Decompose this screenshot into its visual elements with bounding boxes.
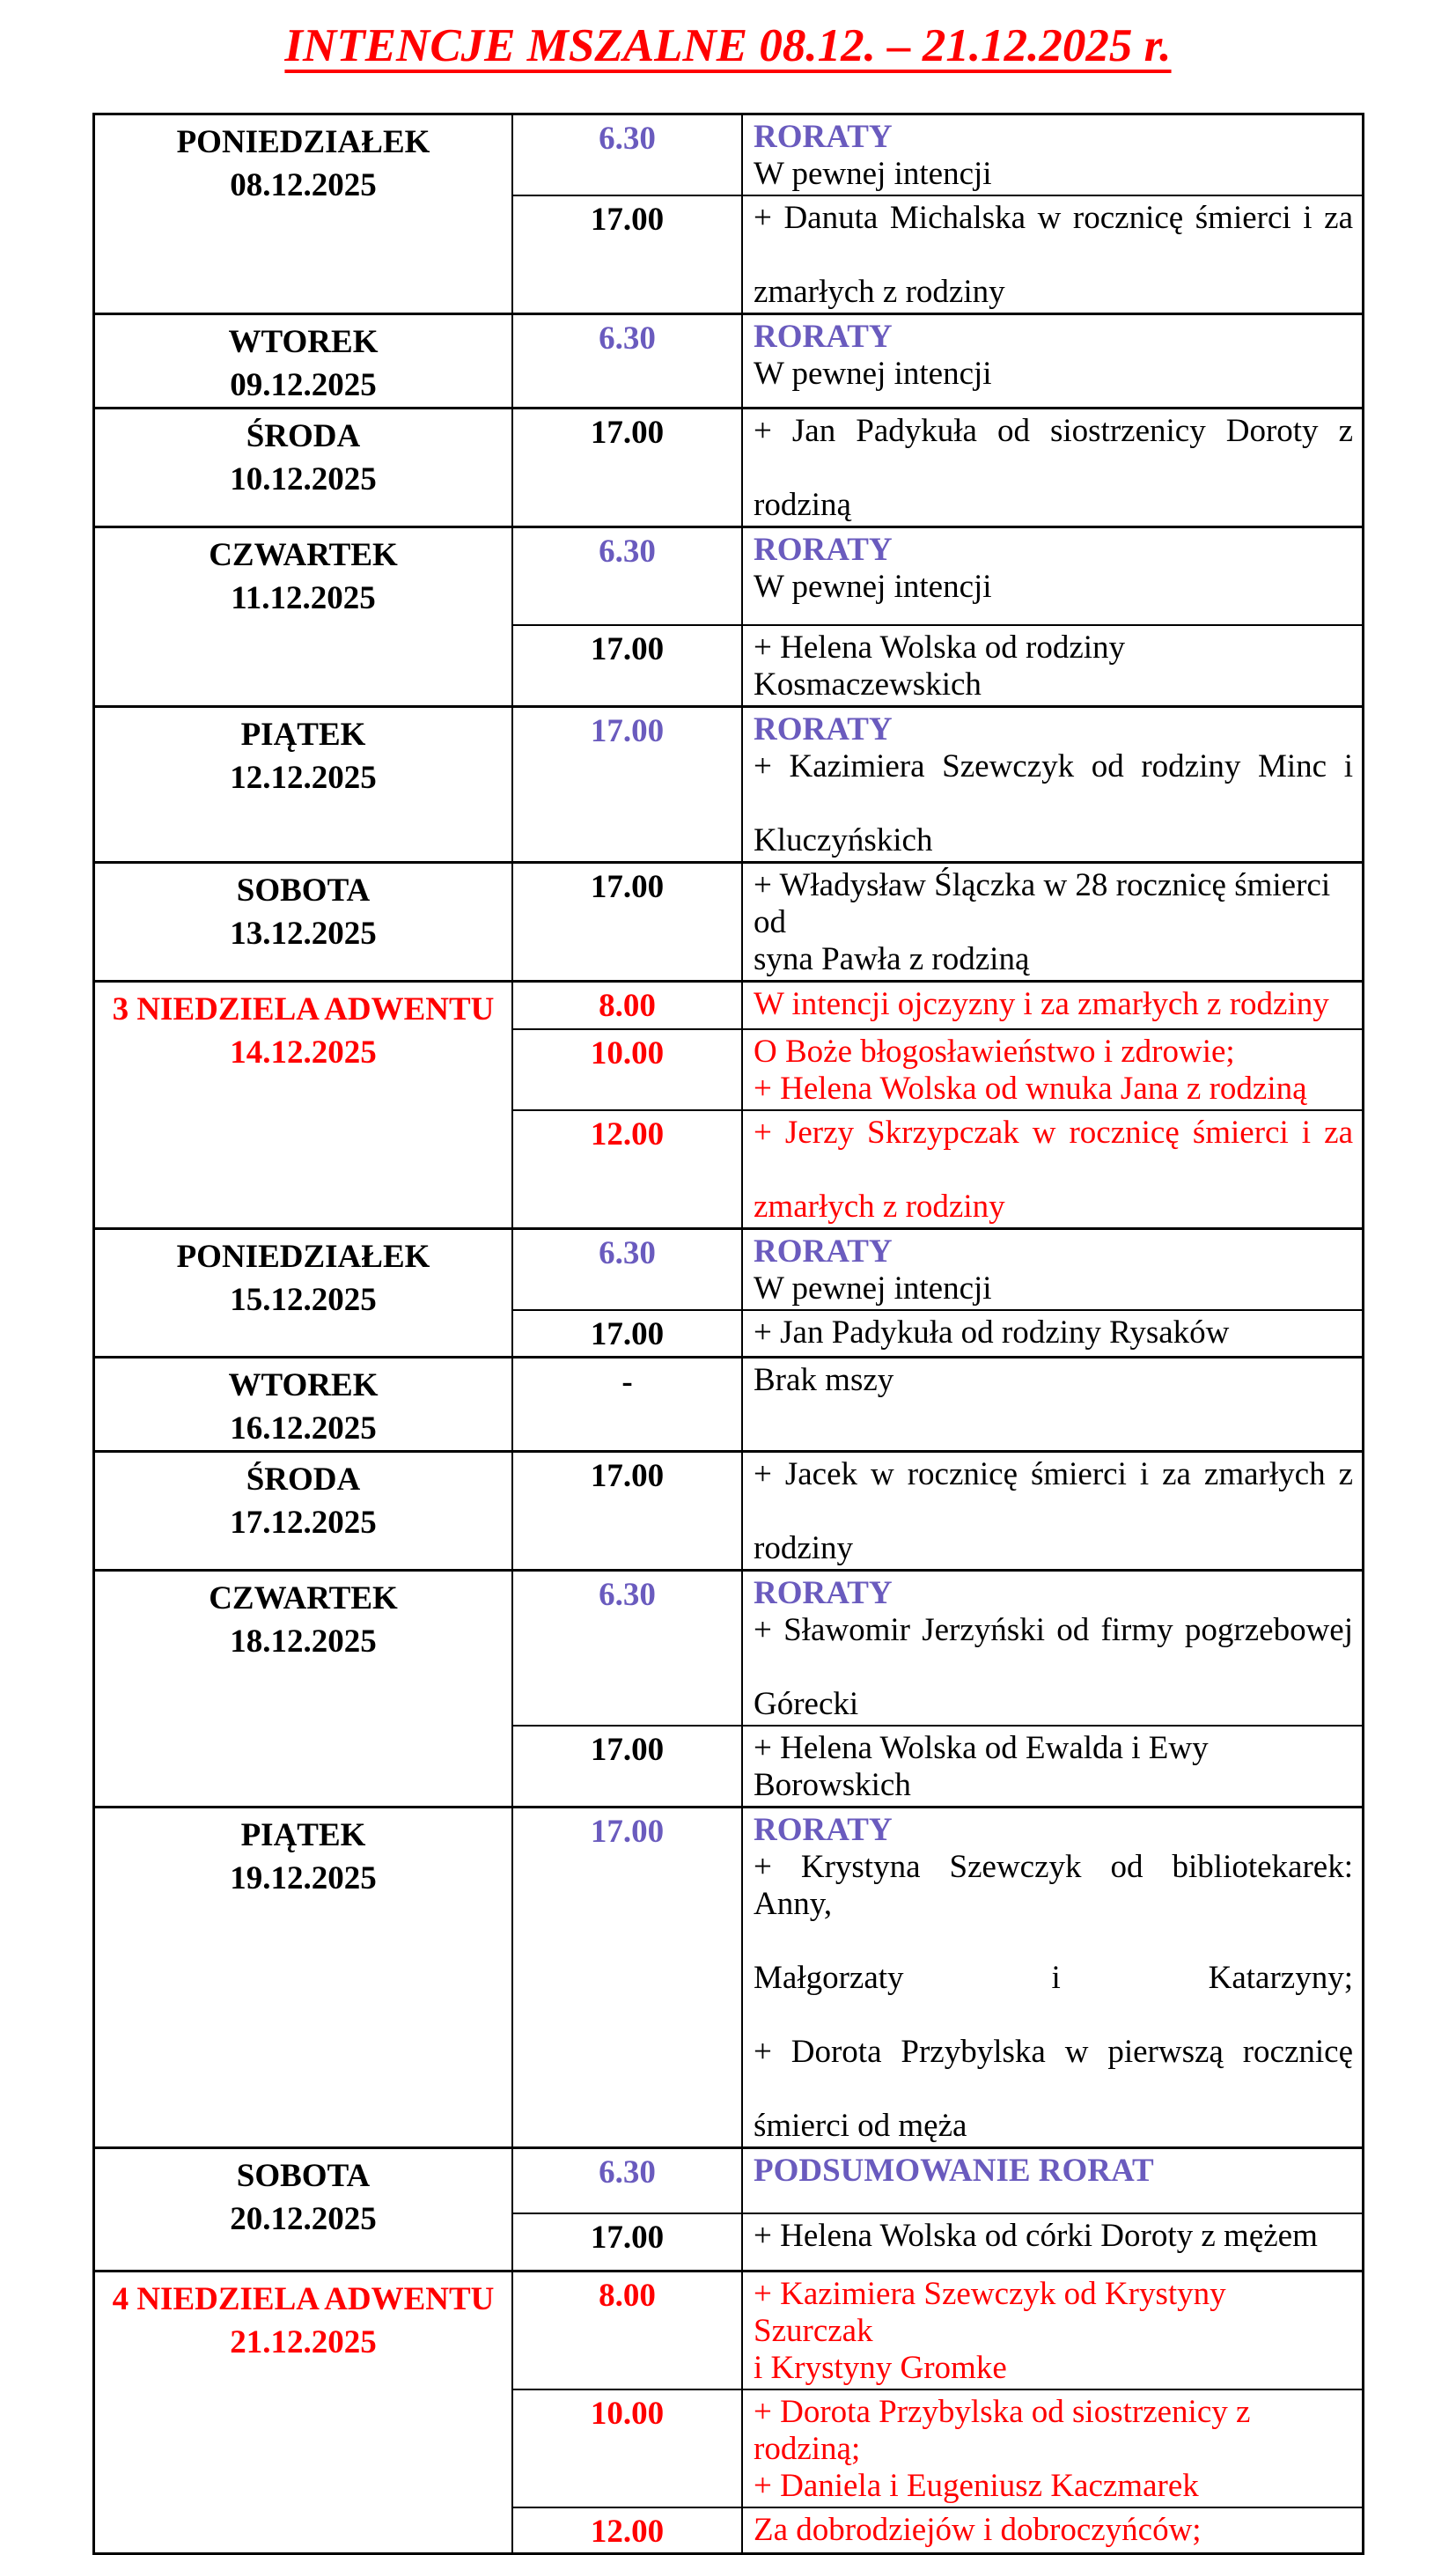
time-cell: 17.00 bbox=[512, 2213, 742, 2271]
intention-line: rodziny bbox=[754, 1529, 854, 1566]
day-line: 17.12.2025 bbox=[230, 1504, 377, 1541]
day-cell bbox=[94, 1357, 513, 1451]
time-cell: 10.00 bbox=[512, 2389, 742, 2507]
day-line: ŚRODA bbox=[246, 1461, 361, 1498]
day-line: PIĄTEK bbox=[240, 716, 366, 753]
day-line: 11.12.2025 bbox=[231, 580, 376, 616]
time-cell: 17.00 bbox=[512, 1451, 742, 1570]
time-cell: 17.00 bbox=[512, 1726, 742, 1808]
day-row bbox=[94, 1570, 1364, 1726]
day-cell bbox=[94, 862, 513, 981]
time-cell: 8.00 bbox=[512, 981, 742, 1029]
day-cell bbox=[94, 1570, 513, 1807]
time-cell: 10.00 bbox=[512, 1029, 742, 1110]
day-cell bbox=[94, 114, 513, 314]
time-cell: 17.00 bbox=[512, 1807, 742, 2147]
day-cell bbox=[94, 409, 513, 527]
day-cell bbox=[94, 527, 513, 707]
intention-cell bbox=[742, 862, 1364, 981]
time-cell: 8.00 bbox=[512, 2271, 742, 2389]
day-line: 14.12.2025 bbox=[230, 1034, 377, 1071]
day-cell bbox=[94, 1229, 513, 1358]
time-cell: 17.00 bbox=[512, 195, 742, 314]
intention-line: + Kazimiera Szewczyk od Krystyny Szurczak bbox=[754, 2275, 1226, 2349]
time-cell: 6.30 bbox=[512, 527, 742, 625]
intention-line: + Danuta Michalska w rocznicę śmierci i za bbox=[754, 200, 1353, 236]
intention-line: rodziną bbox=[754, 487, 851, 523]
day-cell bbox=[94, 1451, 513, 1570]
intention-cell bbox=[742, 1357, 1364, 1451]
intention-cell bbox=[742, 706, 1364, 862]
intention-line: + Helena Wolska od wnuka Jana z rodziną bbox=[754, 1071, 1307, 1107]
intention-line: RORATY bbox=[754, 319, 893, 355]
day-row bbox=[94, 706, 1364, 862]
intention-line: + Dorota Przybylska od siostrzenicy z rodziną; bbox=[754, 2393, 1251, 2467]
time-cell: 6.30 bbox=[512, 114, 742, 196]
intention-line: + Dorota Przybylska w pierwszą rocznicę bbox=[754, 2033, 1353, 2070]
day-cell bbox=[94, 2271, 513, 2554]
day-line: WTOREK bbox=[228, 1366, 379, 1403]
time-cell: 17.00 bbox=[512, 625, 742, 707]
day-line: SOBOTA bbox=[236, 2157, 371, 2194]
intention-line: + Sławomir Jerzyński od firmy pogrzebowej bbox=[754, 1611, 1353, 1648]
time-cell: 6.30 bbox=[512, 314, 742, 409]
intention-line: + Helena Wolska od córki Doroty z mężem bbox=[754, 2218, 1318, 2254]
day-line: 16.12.2025 bbox=[230, 1410, 377, 1447]
intention-cell bbox=[742, 114, 1364, 196]
intention-line: W pewnej intencji bbox=[754, 156, 992, 192]
intention-line: + Helena Wolska od rodziny Kosmaczewskich bbox=[754, 629, 1126, 703]
day-row bbox=[94, 1807, 1364, 2147]
intention-cell bbox=[742, 409, 1364, 527]
intention-line: W pewnej intencji bbox=[754, 356, 992, 392]
day-line: CZWARTEK bbox=[209, 1579, 398, 1616]
time-cell: 17.00 bbox=[512, 1310, 742, 1357]
day-line: 12.12.2025 bbox=[230, 759, 377, 796]
day-row bbox=[94, 2271, 1364, 2389]
mass-intentions-table bbox=[92, 113, 1364, 2555]
intention-line: RORATY bbox=[754, 1574, 893, 1611]
intention-cell bbox=[742, 1807, 1364, 2147]
intention-line: Małgorzaty i Katarzyny; bbox=[754, 1959, 1353, 1996]
day-row bbox=[94, 1229, 1364, 1311]
intention-line: zmarłych z rodziny bbox=[754, 274, 1005, 310]
intention-line: Górecki bbox=[754, 1685, 859, 1722]
time-cell: 12.00 bbox=[512, 2507, 742, 2554]
intention-line: Za dobrodziejów i dobroczyńców; bbox=[754, 2511, 1202, 2548]
day-line: 09.12.2025 bbox=[230, 367, 377, 403]
intention-line: syna Pawła z rodziną bbox=[754, 940, 1030, 977]
day-line: PONIEDZIAŁEK bbox=[176, 1239, 430, 1275]
day-line: 10.12.2025 bbox=[230, 461, 377, 497]
intention-line: + Helena Wolska od Ewalda i Ewy Borowskich bbox=[754, 1729, 1209, 1803]
intention-cell bbox=[742, 625, 1364, 707]
day-line: 18.12.2025 bbox=[230, 1623, 377, 1660]
intention-line: + Jan Padykuła od siostrzenicy Doroty z bbox=[754, 413, 1353, 449]
intention-cell bbox=[742, 2147, 1364, 2213]
intention-line: W pewnej intencji bbox=[754, 569, 992, 605]
day-row bbox=[94, 114, 1364, 196]
day-line: WTOREK bbox=[228, 324, 379, 360]
intention-line: PODSUMOWANIE RORAT bbox=[754, 2152, 1154, 2189]
intention-cell bbox=[742, 2213, 1364, 2271]
intention-cell bbox=[742, 2271, 1364, 2389]
day-line: ŚRODA bbox=[246, 418, 361, 454]
day-line: 4 NIEDZIELA ADWENTU bbox=[112, 2280, 495, 2317]
day-line: 3 NIEDZIELA ADWENTU bbox=[112, 990, 495, 1027]
page-title: INTENCJE MSZALNE 08.12. – 21.12.2025 r. bbox=[284, 20, 1172, 71]
intention-line: O Boże błogosławieństwo i zdrowie; bbox=[754, 1034, 1235, 1070]
day-row bbox=[94, 409, 1364, 527]
intention-cell bbox=[742, 2507, 1364, 2554]
intention-cell bbox=[742, 1726, 1364, 1808]
day-cell bbox=[94, 706, 513, 862]
time-cell: 6.30 bbox=[512, 1229, 742, 1311]
intention-cell bbox=[742, 1029, 1364, 1110]
intention-line: i Krystyny Gromke bbox=[754, 2349, 1007, 2386]
intention-line: Brak mszy bbox=[754, 1361, 894, 1398]
day-row bbox=[94, 1357, 1364, 1451]
day-line: 20.12.2025 bbox=[230, 2200, 377, 2237]
intention-line: Kluczyńskich bbox=[754, 821, 933, 858]
time-cell: 6.30 bbox=[512, 2147, 742, 2213]
day-row bbox=[94, 862, 1364, 981]
time-cell: 17.00 bbox=[512, 409, 742, 527]
day-line: CZWARTEK bbox=[209, 537, 398, 573]
time-cell: 12.00 bbox=[512, 1110, 742, 1229]
intention-line: zmarłych z rodziny bbox=[754, 1189, 1005, 1225]
day-row bbox=[94, 314, 1364, 409]
intention-line: RORATY bbox=[754, 711, 893, 747]
time-cell: - bbox=[512, 1357, 742, 1451]
intention-line: RORATY bbox=[754, 1811, 893, 1848]
intention-line: + Jerzy Skrzypczak w rocznicę śmierci i za bbox=[754, 1115, 1353, 1151]
intention-line: + Jan Padykuła od rodziny Rysaków bbox=[754, 1314, 1230, 1351]
intention-cell bbox=[742, 195, 1364, 314]
intention-line: W intencji ojczyzny i za zmarłych z rodziny bbox=[754, 985, 1329, 1022]
day-cell bbox=[94, 2147, 513, 2271]
intention-cell bbox=[742, 314, 1364, 409]
intention-line: RORATY bbox=[754, 1233, 893, 1270]
day-line: 19.12.2025 bbox=[230, 1859, 377, 1896]
intention-line: + Jacek w rocznicę śmierci i za zmarłych z bbox=[754, 1455, 1353, 1492]
day-row bbox=[94, 527, 1364, 625]
time-cell: 6.30 bbox=[512, 1570, 742, 1726]
day-row bbox=[94, 2147, 1364, 2213]
intention-line: RORATY bbox=[754, 532, 893, 568]
intention-cell bbox=[742, 2389, 1364, 2507]
table-body bbox=[94, 114, 1364, 2554]
intention-cell bbox=[742, 1229, 1364, 1311]
day-line: 21.12.2025 bbox=[230, 2323, 377, 2360]
day-line: 15.12.2025 bbox=[230, 1282, 377, 1318]
intention-line: śmierci od męża bbox=[754, 2107, 967, 2144]
day-line: 08.12.2025 bbox=[230, 167, 377, 203]
intention-cell bbox=[742, 1110, 1364, 1229]
intention-cell bbox=[742, 1451, 1364, 1570]
intention-line: + Krystyna Szewczyk od bibliotekarek: Anny, bbox=[754, 1848, 1353, 1922]
intention-line: W pewnej intencji bbox=[754, 1270, 992, 1307]
day-line: PONIEDZIAŁEK bbox=[176, 124, 430, 160]
day-row bbox=[94, 1451, 1364, 1570]
intention-cell bbox=[742, 981, 1364, 1029]
day-cell bbox=[94, 981, 513, 1229]
day-row bbox=[94, 981, 1364, 1029]
intention-cell bbox=[742, 1570, 1364, 1726]
intention-line: + Kazimiera Szewczyk od rodziny Minc i bbox=[754, 747, 1353, 784]
day-cell bbox=[94, 1807, 513, 2147]
day-cell bbox=[94, 314, 513, 409]
time-cell: 17.00 bbox=[512, 862, 742, 981]
intention-line: + Władysław Ślączka w 28 rocznicę śmierci od bbox=[754, 866, 1331, 940]
intention-cell bbox=[742, 527, 1364, 625]
intention-cell bbox=[742, 1310, 1364, 1357]
time-cell: 17.00 bbox=[512, 706, 742, 862]
intention-line: RORATY bbox=[754, 119, 893, 155]
day-line: PIĄTEK bbox=[240, 1816, 366, 1853]
day-line: SOBOTA bbox=[236, 872, 371, 909]
day-line: 13.12.2025 bbox=[230, 915, 377, 952]
intention-line: + Daniela i Eugeniusz Kaczmarek bbox=[754, 2467, 1199, 2504]
